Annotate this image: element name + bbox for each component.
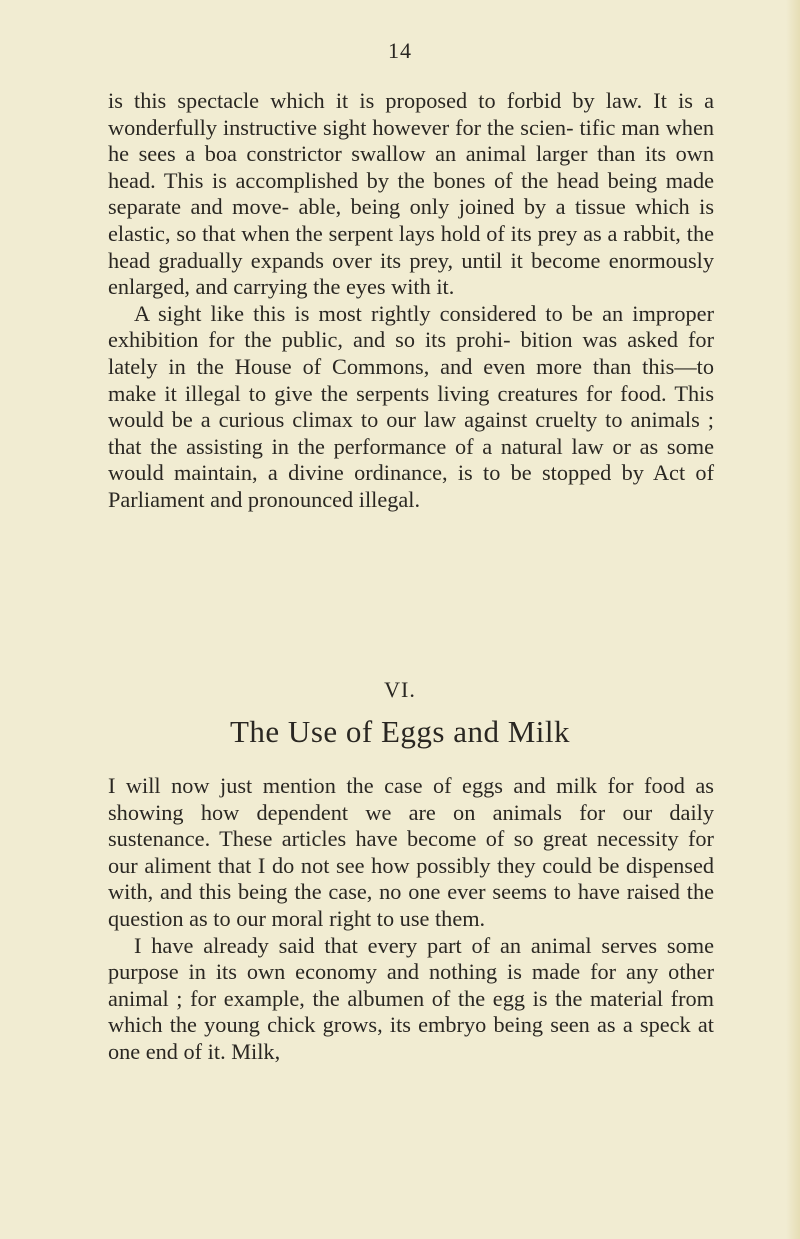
page-number: 14: [388, 38, 412, 63]
paragraph: I will now just mention the case of eggs and milk for food as showing how dependent we are on animals for our daily sustenance. These articles have become of so great necessity for our aliment that I do not see how possibly they could be dispensed with, and this being the case, no one ever seems to have raised the question as to our moral right to use them.: [108, 773, 714, 931]
page-edge-shading: [786, 0, 800, 1239]
paragraph: is this spectacle which it is proposed to forbid by law. It is a wonderfully instructive sight however for the scien- tific man when he sees a boa constrictor swallow an animal larger than its own head. This is accomplished by the bones of the head being made separate and move- able, being only joined by a tissue which is elastic, so that when the serpent lays hold of its prey as a rabbit, the head gradually expands over its prey, until it become enormously enlarged, and carrying the eyes with it.: [108, 88, 714, 300]
section-numeral: VI.: [384, 677, 416, 702]
text-block-top: [108, 88, 714, 514]
section-title: The Use of Eggs and Milk: [229, 714, 571, 749]
paragraph: I have already said that every part of an animal serves some purpose in its own economy and nothing is made for any other animal ; for example, the albumen of the egg is the material from which the young chick grows, its embryo being seen as a speck at one end of it. Milk,: [108, 932, 714, 1064]
paragraph: A sight like this is most rightly considered to be an improper exhibition for the public, and so its prohi- bition was asked for lately in the House of Commons, and even more than this—to make it illegal to give the serpents living creatures for food. This would be a curious climax to our law against cruelty to animals ; that the assisting in the performance of a natural law or as some would maintain, a divine ordinance, is to be stopped by Act of Parliament and pronounced illegal.: [108, 300, 714, 512]
text-block-bottom: [108, 773, 714, 1066]
